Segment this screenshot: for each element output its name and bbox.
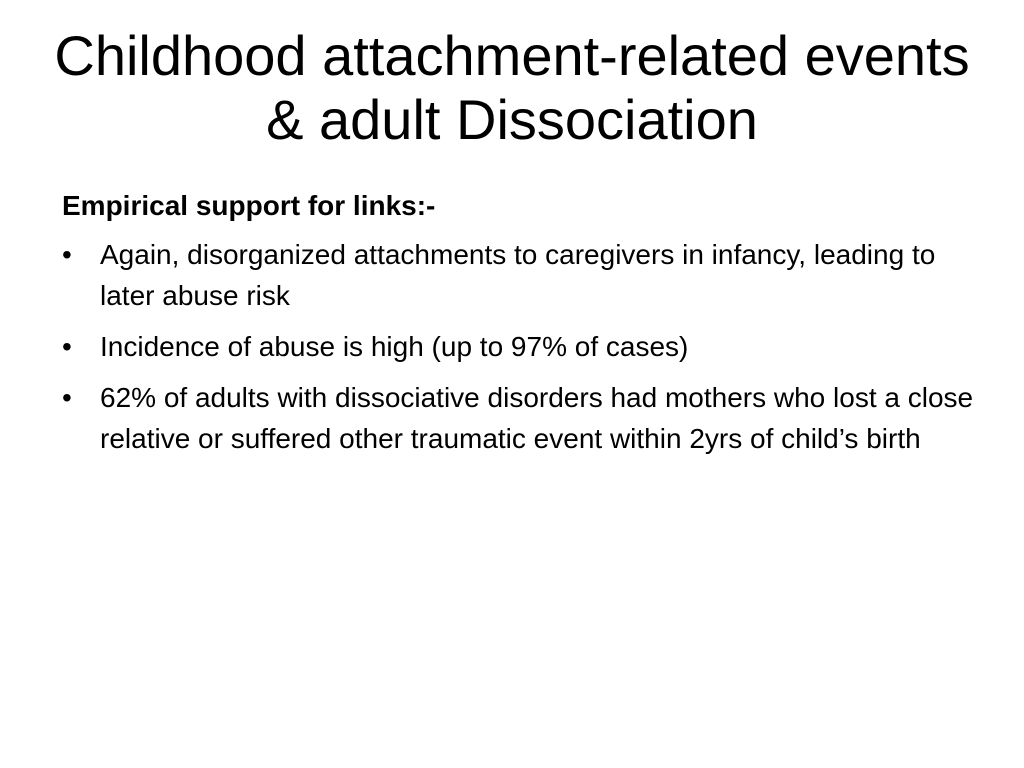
section-heading: Empirical support for links:- <box>62 190 436 221</box>
bullet-text-3: 62% of adults with dissociative disorders had mothers who lost a close relative or suffered other traumatic event within 2yrs of child’s birth <box>100 382 974 454</box>
bullet-item-1 <box>62 234 982 316</box>
bullet-dot-icon: • <box>62 382 72 413</box>
slide-body <box>62 186 982 469</box>
bullet-item-3 <box>62 377 982 459</box>
bullet-list <box>62 234 982 459</box>
bullet-item-2 <box>62 326 982 367</box>
bullet-text-1: Again, disorganized attachments to caregivers in infancy, leading to later abuse risk <box>100 239 936 311</box>
bullet-dot-icon: • <box>62 239 72 270</box>
slide-title: Childhood attachment-related events & adult Dissociation <box>54 24 970 151</box>
bullet-dot-icon: • <box>62 331 72 362</box>
bullet-text-2: Incidence of abuse is high (up to 97% of cases) <box>100 331 689 362</box>
